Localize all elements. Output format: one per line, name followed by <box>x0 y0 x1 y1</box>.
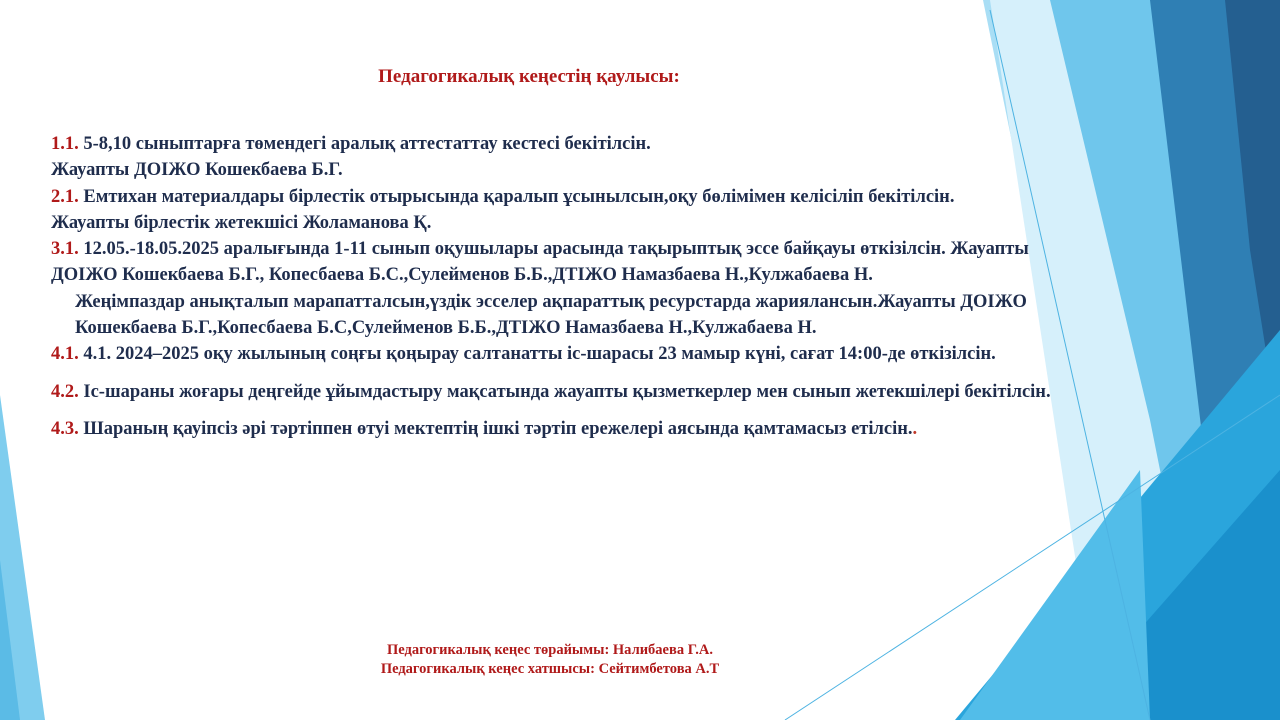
secretary-signature: Педагогикалық кеңес хатшысы: Сейтимбетова А.Т <box>380 661 720 677</box>
item-2-1-responsible: Жауапты бірлестік жетекшісі Жоламанова Қ. <box>51 212 432 233</box>
item-text: Емтихан материалдары бірлестік отырысында қаралып ұсынылсын,оқу бөлімімен келісіліп бекітілсін. <box>78 186 955 207</box>
item-text: 12.05.-18.05.2025 аралығында 1-11 сынып оқушылары арасында тақырыптық эссе байқауы өткізілсін. Жауапты ДОІЖО Кошекбаева Б.Г., Копесбаева Б.С.,Сулейменов Б.Б.,ДТІЖО Намазбаева Н.,Кулжабаева Н. <box>51 239 1029 286</box>
item-text: Іс-шараны жоғары деңгейде ұйымдастыру мақсатында жауапты қызметкерлер мен сынып жетекшілері бекітілсін. <box>78 381 1051 402</box>
item-number: 4.1. <box>51 344 79 365</box>
item-number: 2.1. <box>51 186 79 207</box>
item-number: 4.2. <box>51 381 79 402</box>
page-title: Педагогикалық кеңестің қаулысы: <box>378 66 680 87</box>
item-1-1 <box>51 131 1051 157</box>
item-number: 3.1. <box>51 239 79 260</box>
item-4-1 <box>51 341 1051 367</box>
item-3-1 <box>51 236 1051 289</box>
item-1-1-responsible: Жауапты ДОІЖО Кошекбаева Б.Г. <box>51 160 343 181</box>
item-text: Шараның қауіпсіз әрі тәртіппен өтуі мектептің ішкі тәртіп ережелері аясында қамтамасыз етілсін. <box>78 418 913 439</box>
item-text: 4.1. 2024–2025 оқу жылының соңғы қоңырау салтанатты іс-шарасы 23 мамыр күні, сағат 14:00-де өткізілсін. <box>78 344 996 365</box>
resolution-body <box>51 131 1051 442</box>
item-2-1 <box>51 184 1051 210</box>
item-number: 1.1. <box>51 134 79 154</box>
item-text: 5-8,10 сыныптарға төмендегі аралық аттестаттау кестесі бекітілсін. <box>78 134 651 154</box>
item-4-2 <box>51 379 1051 405</box>
signatures <box>0 641 1100 679</box>
chair-signature: Педагогикалық кеңес төрайымы: Налибаева Г.А. <box>386 642 714 658</box>
item-4-3 <box>51 416 1051 442</box>
trailing-dot: . <box>912 418 918 439</box>
item-number: 4.3. <box>51 418 79 439</box>
item-3-1-extra: Жеңімпаздар анықталып марапатталсын,үздік эсселер ақпараттық ресурстарда жариялансын.Жауапты ДОІЖО Кошекбаева Б.Г.,Копесбаева Б.С,Сулейменов Б.Б.,ДТІЖО Намазбаева Н.,Кулжабаева Н. <box>75 291 1027 339</box>
